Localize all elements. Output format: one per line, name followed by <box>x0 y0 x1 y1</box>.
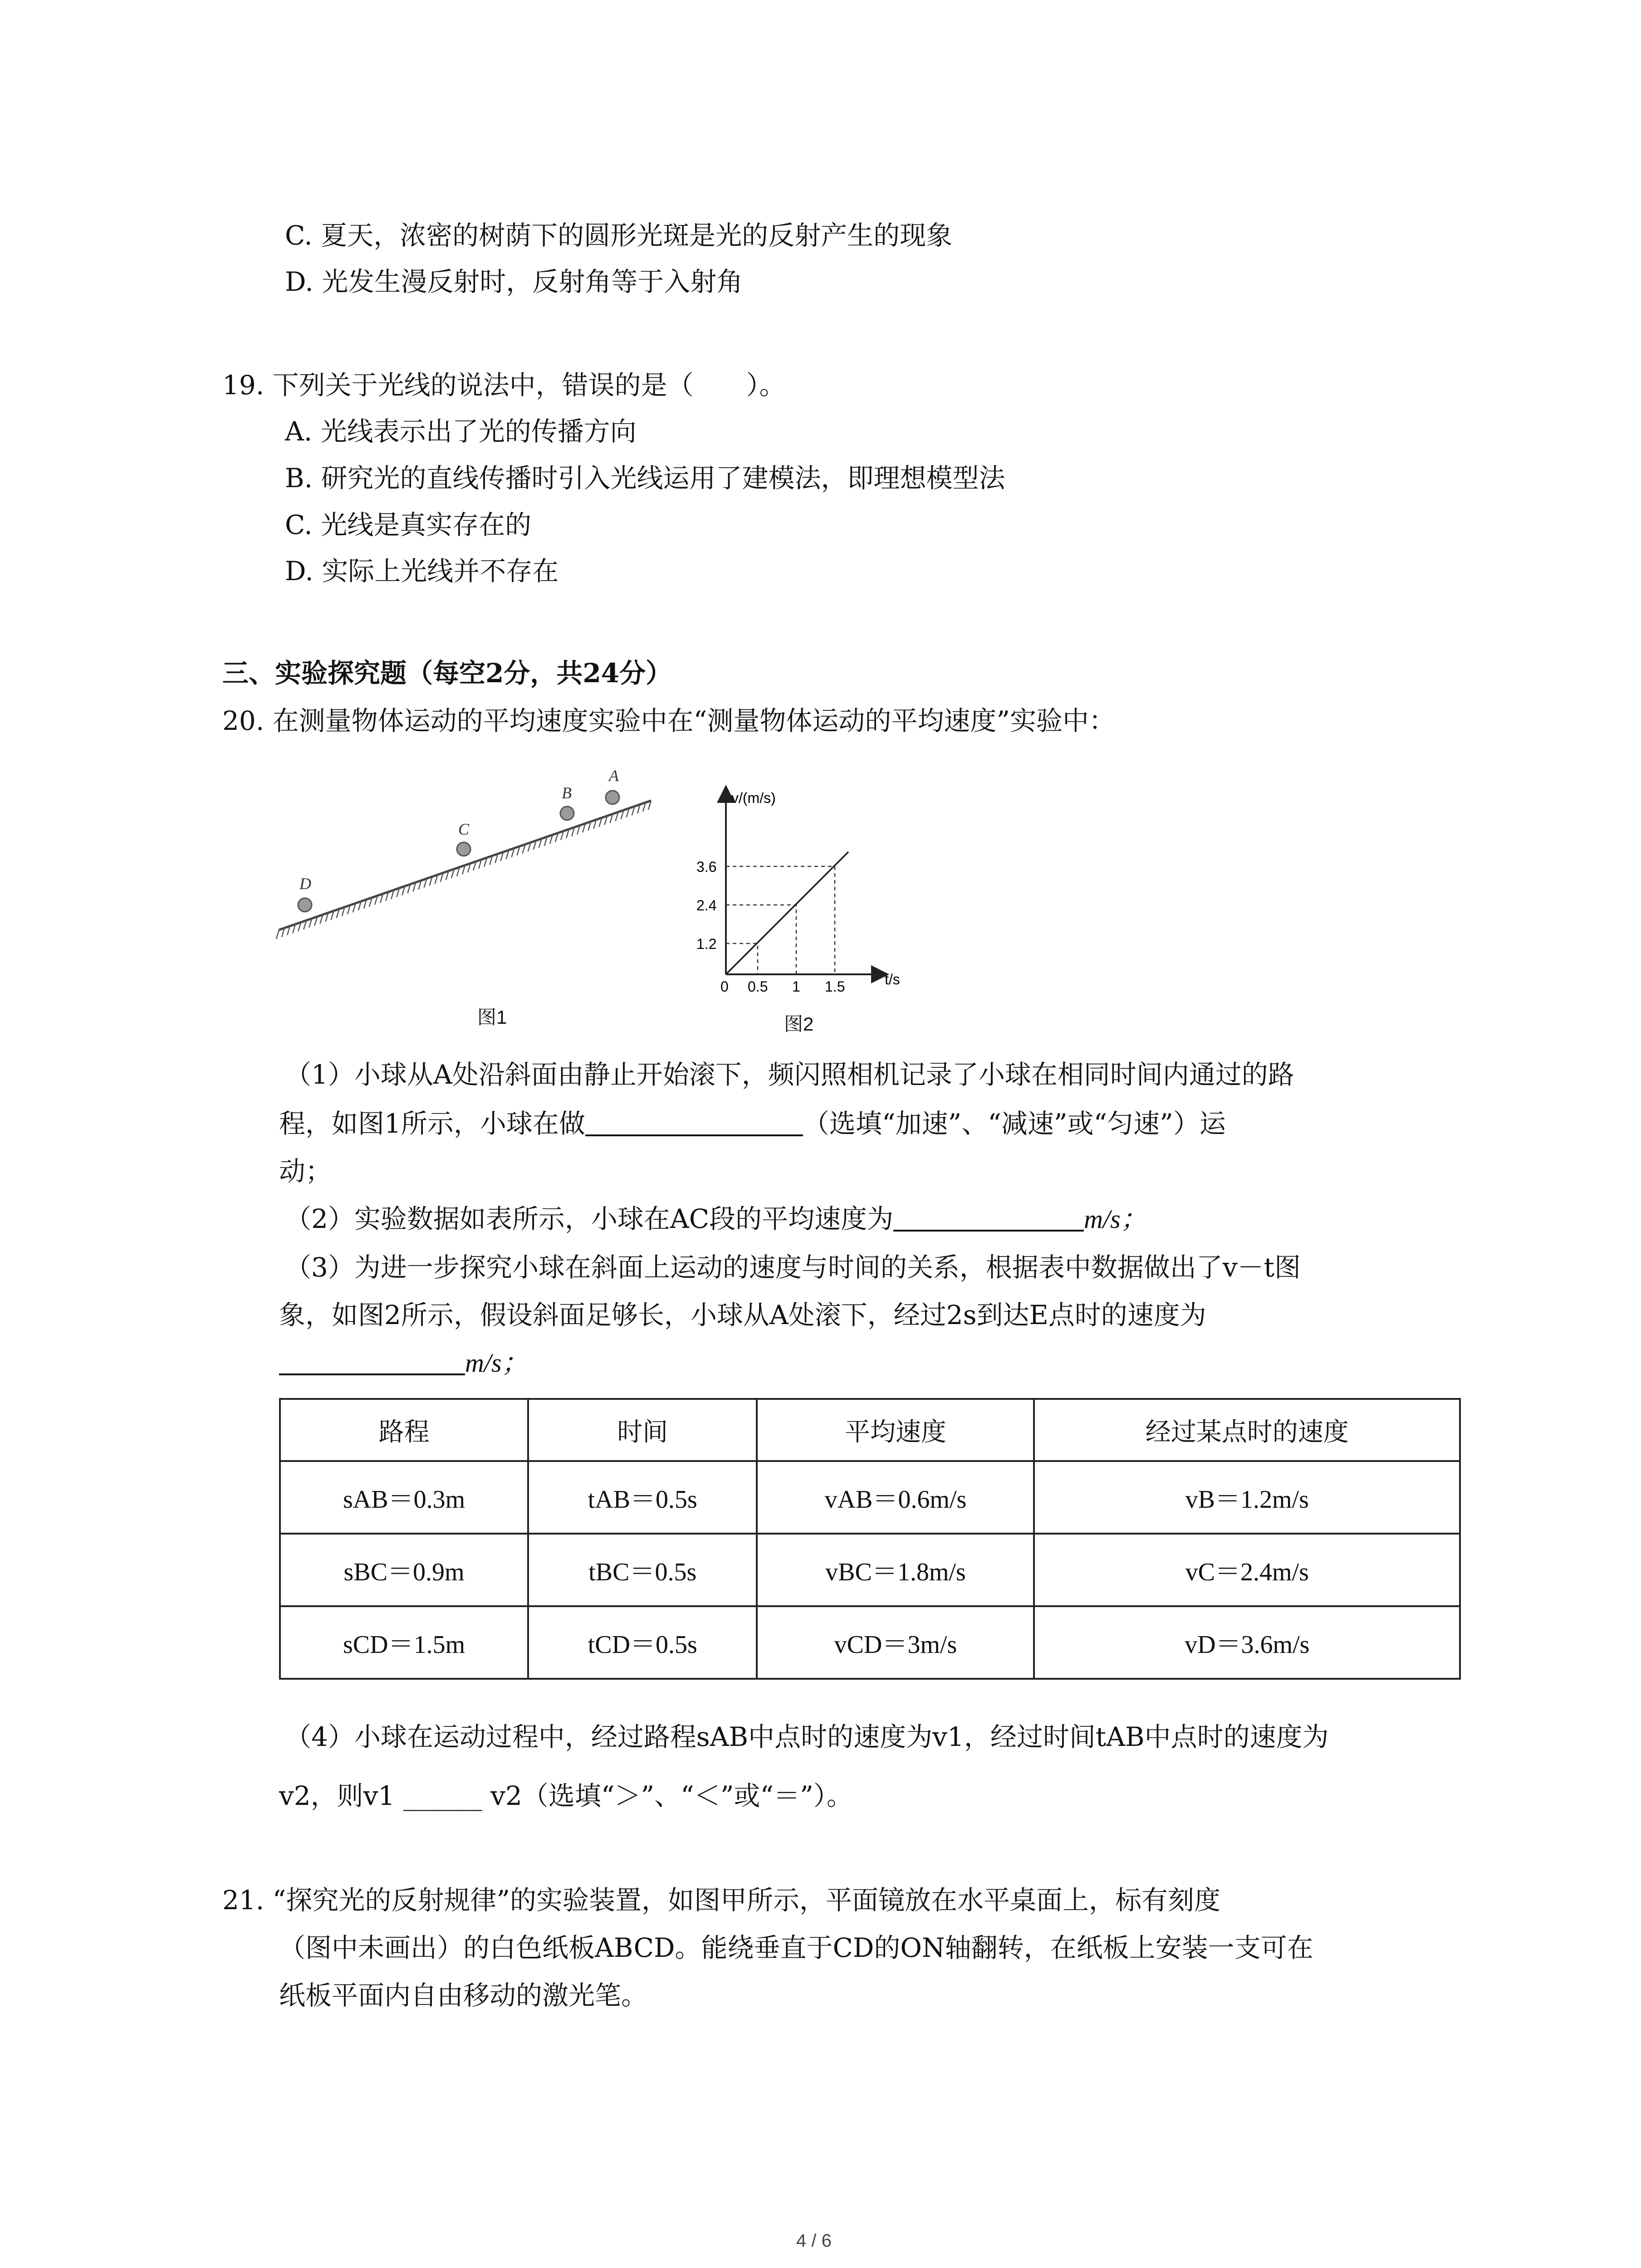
cell-v-bc: vBC＝1.8m/s <box>757 1534 1034 1606</box>
q18-option-d: D. 光发生漫反射时，反射角等于入射角 <box>285 266 743 297</box>
ball-d <box>298 898 312 912</box>
q20-data-table <box>279 1398 1461 1680</box>
section-3-title: 三、实验探究题（每空2分，共24分） <box>222 658 672 689</box>
q21-line3: 纸板平面内自由移动的激光笔。 <box>279 1980 648 2011</box>
cell-s-cd: sCD＝1.5m <box>280 1606 528 1679</box>
q19-option-d: D. 实际上光线并不存在 <box>285 556 559 587</box>
cell-v-d: vD＝3.6m/s <box>1034 1606 1460 1679</box>
q20-part2-unit: m/s； <box>1084 1204 1147 1234</box>
label-a: A <box>609 767 619 785</box>
table-row <box>280 1534 1460 1606</box>
x-tick-3: 1.5 <box>825 978 845 995</box>
q20-part4-line1: （4）小球在运动过程中，经过路程sAB中点时的速度为v1，经过时间tAB中点时的速度为 <box>285 1721 1329 1752</box>
label-c: C <box>458 820 470 838</box>
q20-part1-line1: （1）小球从A处沿斜面由静止开始滚下，频闪照相机记录了小球在相同时间内通过的路 <box>285 1059 1294 1090</box>
y-tick-1: 1.2 <box>696 936 717 952</box>
ball-b <box>560 807 574 820</box>
q20-blank-3[interactable] <box>279 1350 465 1375</box>
q20-part4-line2: v2，则v1 ______ v2（选填“＞”、“＜”或“＝”）。 <box>279 1780 853 1811</box>
table-header-row <box>280 1399 1460 1461</box>
x-axis-label: t/s <box>885 971 900 987</box>
q20-blank-1[interactable] <box>585 1111 803 1136</box>
origin-label: 0 <box>720 978 729 995</box>
cell-s-ab: sAB＝0.3m <box>280 1461 528 1534</box>
figure-1-caption: 图1 <box>477 1007 507 1028</box>
cell-v-ab: vAB＝0.6m/s <box>757 1461 1034 1534</box>
vt-line <box>726 852 848 974</box>
y-axis-label: v/(m/s) <box>731 790 776 806</box>
q20-part2 <box>285 1203 1147 1234</box>
q20-part3-line2: 象，如图2所示，假设斜面足够长，小球从A处滚下，经过2s到达E点时的速度为 <box>279 1300 1206 1330</box>
q21-line1: 21. “探究光的反射规律”的实验装置，如图甲所示，平面镜放在水平桌面上，标有刻度 <box>222 1885 1220 1916</box>
q20-part2-text: （2）实验数据如表所示，小球在AC段的平均速度为 <box>285 1203 894 1234</box>
cell-s-bc: sBC＝0.9m <box>280 1534 528 1606</box>
cell-v-c: vC＝2.4m/s <box>1034 1534 1460 1606</box>
ball-c <box>457 842 470 856</box>
q20-blank-2[interactable] <box>893 1206 1084 1232</box>
label-b: B <box>562 784 572 802</box>
q18-option-c: C. 夏天，浓密的树荫下的圆形光斑是光的反射产生的现象 <box>285 220 953 251</box>
cell-v-b: vB＝1.2m/s <box>1034 1461 1460 1534</box>
header-average-speed: 平均速度 <box>757 1399 1034 1461</box>
y-tick-2: 2.4 <box>696 897 717 914</box>
q21-line2: （图中未画出）的白色纸板ABCD。能绕垂直于CD的ON轴翻转，在纸板上安装一支可在 <box>279 1932 1313 1963</box>
q20-part1-text-b: （选填“加速”、“减速”或“匀速”）运 <box>803 1108 1226 1139</box>
cell-t-ab: tAB＝0.5s <box>528 1461 757 1534</box>
x-tick-1: 0.5 <box>748 978 768 995</box>
cell-v-cd: vCD＝3m/s <box>757 1606 1034 1679</box>
y-tick-3: 3.6 <box>696 859 717 875</box>
q20-part3-unit: m/s； <box>465 1348 528 1378</box>
label-d: D <box>299 875 311 893</box>
cell-t-bc: tBC＝0.5s <box>528 1534 757 1606</box>
figure-2-caption: 图2 <box>784 1013 814 1035</box>
q20-stem: 20. 在测量物体运动的平均速度实验中在“测量物体运动的平均速度”实验中： <box>222 705 1115 736</box>
q19-option-c: C. 光线是真实存在的 <box>285 509 532 540</box>
q19-option-b: B. 研究光的直线传播时引入光线运用了建模法，即理想模型法 <box>285 463 1005 494</box>
table-row <box>280 1461 1460 1534</box>
page-number: 4 / 6 <box>796 2231 832 2251</box>
figure-1-inclined-plane <box>268 748 676 948</box>
header-time: 时间 <box>528 1399 757 1461</box>
q20-part1-line2 <box>279 1110 1226 1137</box>
cell-t-cd: tCD＝0.5s <box>528 1606 757 1679</box>
q19-option-a: A. 光线表示出了光的传播方向 <box>285 416 637 447</box>
x-tick-2: 1 <box>792 978 800 995</box>
q20-part1-line3: 动； <box>279 1156 332 1187</box>
table-row <box>280 1606 1460 1679</box>
q20-part3-line1: （3）为进一步探究小球在斜面上运动的速度与时间的关系，根据表中数据做出了v－t图 <box>285 1252 1301 1283</box>
q20-part3-line3 <box>279 1349 528 1376</box>
q20-part1-text-a: 程，如图1所示，小球在做 <box>279 1108 585 1139</box>
header-point-speed: 经过某点时的速度 <box>1034 1399 1460 1461</box>
ball-a <box>606 791 619 804</box>
header-distance: 路程 <box>280 1399 528 1461</box>
q19-stem: 19. 下列关于光线的说法中，错误的是（ ）。 <box>222 370 786 401</box>
figure-2-vt-graph <box>681 780 944 998</box>
